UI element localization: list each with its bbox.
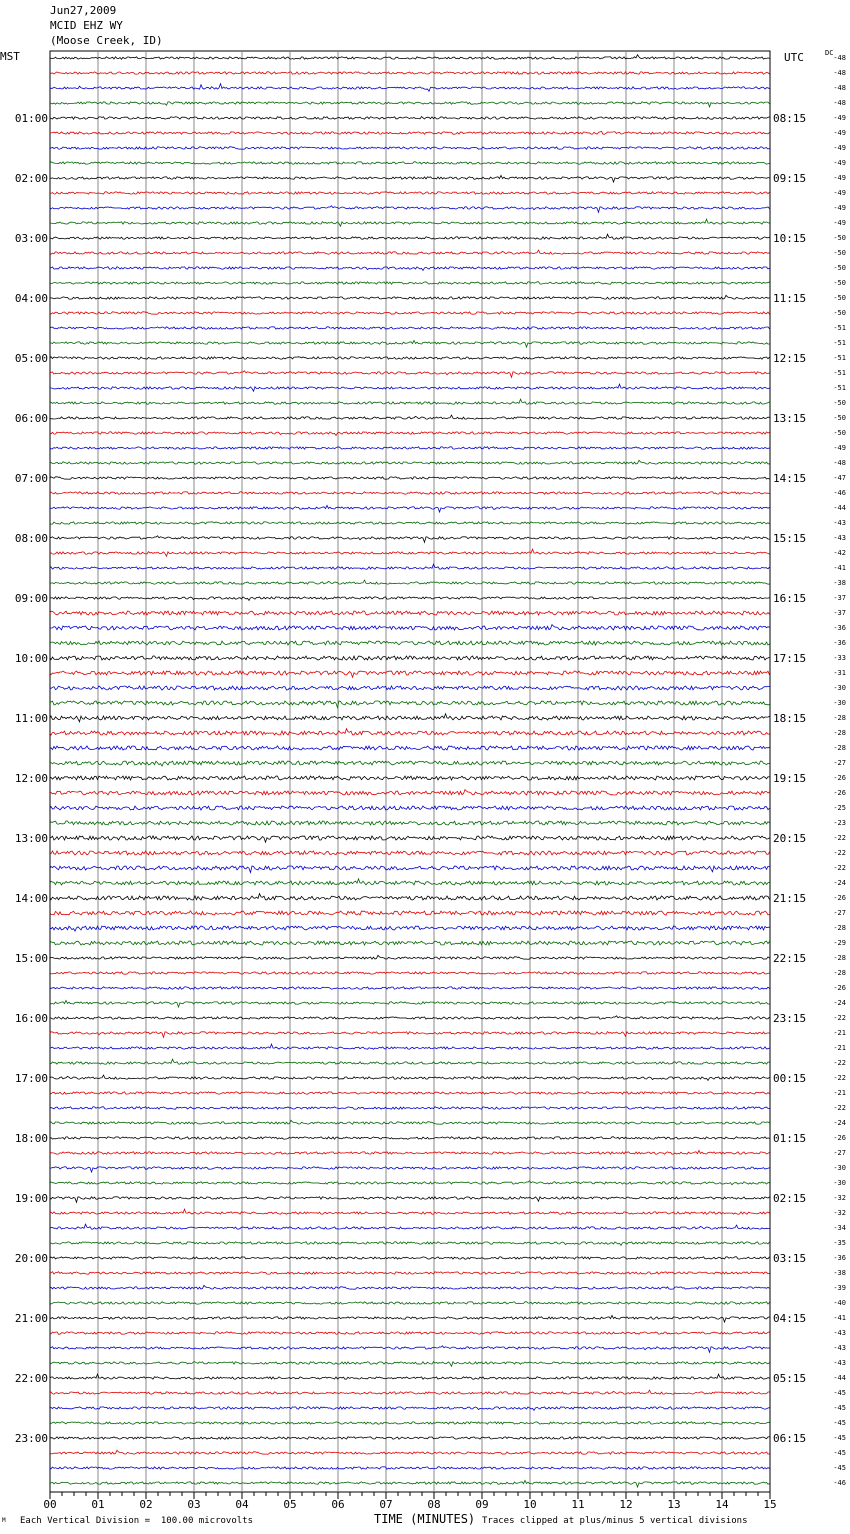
seismic-trace — [50, 477, 770, 479]
seismic-trace — [50, 1181, 770, 1185]
seismic-trace — [50, 911, 770, 915]
seismic-trace — [50, 790, 770, 795]
dc-offset-label: -43 — [833, 519, 846, 527]
dc-offset-label: -38 — [833, 579, 846, 587]
left-hour-label: 06:00 — [14, 412, 48, 425]
dc-offset-label: -45 — [833, 1404, 846, 1412]
dc-offset-label: -25 — [833, 804, 846, 812]
right-hour-label: 21:15 — [773, 892, 807, 905]
right-hour-label: 15:15 — [773, 532, 807, 545]
left-hour-label: 23:00 — [14, 1432, 48, 1445]
dc-offset-label: -50 — [833, 264, 846, 272]
dc-offset-label: -24 — [833, 1119, 846, 1127]
seismic-trace — [50, 972, 770, 974]
dc-offset-label: -45 — [833, 1464, 846, 1472]
seismic-trace — [50, 117, 770, 120]
seismic-trace — [50, 522, 770, 524]
seismic-trace — [50, 761, 770, 766]
dc-offset-label: -32 — [833, 1194, 846, 1202]
left-hour-label: 09:00 — [14, 592, 48, 605]
dc-offset-label: -49 — [833, 444, 846, 452]
seismic-trace — [50, 415, 770, 419]
dc-offset-label: -30 — [833, 699, 846, 707]
station-location: (Moose Creek, ID) — [50, 34, 163, 47]
seismic-trace — [50, 162, 770, 164]
left-hour-label: 05:00 — [14, 352, 48, 365]
dc-offset-label: -23 — [833, 819, 846, 827]
dc-offset-label: -22 — [833, 1014, 846, 1022]
dc-offset-label: -26 — [833, 1134, 846, 1142]
x-axis-title: TIME (MINUTES) — [374, 1512, 476, 1526]
dc-offset-label: -50 — [833, 249, 846, 257]
dc-offset-label: -31 — [833, 669, 846, 677]
right-hour-label: 16:15 — [773, 592, 807, 605]
dc-offset-label: -50 — [833, 309, 846, 317]
dc-offset-label: -30 — [833, 684, 846, 692]
x-tick-label: 02 — [139, 1498, 153, 1511]
seismic-trace — [50, 1167, 770, 1172]
dc-offset-label: -45 — [833, 1389, 846, 1397]
dc-offset-label: -46 — [833, 489, 846, 497]
dc-offset-label: -45 — [833, 1419, 846, 1427]
seismic-trace — [50, 686, 770, 690]
left-hour-label: 12:00 — [14, 772, 48, 785]
seismic-trace — [50, 625, 770, 630]
seismic-trace — [50, 1422, 770, 1425]
seismic-trace — [50, 1092, 770, 1094]
dc-offset-label: -36 — [833, 1254, 846, 1262]
seismic-trace — [50, 656, 770, 660]
dc-offset-label: -27 — [833, 909, 846, 917]
left-hour-label: 22:00 — [14, 1372, 48, 1385]
seismic-trace — [50, 147, 770, 149]
dc-offset-label: -26 — [833, 789, 846, 797]
seismic-trace — [50, 1224, 770, 1229]
seismic-trace — [50, 836, 770, 842]
x-tick-label: 15 — [763, 1498, 777, 1511]
right-hour-label: 22:15 — [773, 952, 807, 965]
seismic-trace — [50, 1332, 770, 1334]
dc-offset-label: -51 — [833, 354, 846, 362]
seismic-trace — [50, 219, 770, 226]
dc-offset-label: -37 — [833, 609, 846, 617]
right-hour-label: 17:15 — [773, 652, 807, 665]
seismic-trace — [50, 102, 770, 107]
right-hour-label: 13:15 — [773, 412, 807, 425]
right-hour-label: 14:15 — [773, 472, 807, 485]
seismic-trace — [50, 1390, 770, 1394]
right-hour-labels — [773, 112, 806, 1445]
left-hour-label: 14:00 — [14, 892, 48, 905]
seismic-trace — [50, 447, 770, 450]
station-code: MCID EHZ WY — [50, 19, 123, 32]
dc-offset-label: -26 — [833, 894, 846, 902]
seismic-trace — [50, 1120, 770, 1124]
plot-date: Jun27,2009 — [50, 4, 117, 17]
seismic-trace — [50, 1000, 770, 1007]
dc-offset-label: -41 — [833, 564, 846, 572]
x-tick-label: 04 — [235, 1498, 249, 1511]
right-hour-label: 01:15 — [773, 1132, 807, 1145]
seismic-trace — [50, 879, 770, 885]
dc-offset-label: -51 — [833, 339, 846, 347]
x-tick-label: 14 — [715, 1498, 729, 1511]
seismic-trace — [50, 1016, 770, 1019]
left-hour-label: 15:00 — [14, 952, 48, 965]
vertical-scale-note: Each Vertical Division = 100.00 microvolts — [20, 1516, 253, 1526]
right-hour-label: 04:15 — [773, 1312, 807, 1325]
seismic-trace — [50, 806, 770, 810]
dc-offset-label: -50 — [833, 279, 846, 287]
right-hour-label: 19:15 — [773, 772, 807, 785]
dc-offset-label: -21 — [833, 1089, 846, 1097]
seismic-trace — [50, 312, 770, 314]
dc-offset-label: -24 — [833, 879, 846, 887]
seismic-trace — [50, 776, 770, 780]
left-hour-label: 13:00 — [14, 832, 48, 845]
dc-offset-label: -46 — [833, 1479, 846, 1487]
seismic-trace — [50, 282, 770, 285]
dc-offset-label: -43 — [833, 1359, 846, 1367]
x-tick-label: 03 — [187, 1498, 201, 1511]
dc-offset-label: -51 — [833, 324, 846, 332]
seismic-trace — [50, 267, 770, 271]
seismic-trace — [50, 1315, 770, 1322]
dc-offset-label: -49 — [833, 204, 846, 212]
dc-offset-label: -22 — [833, 849, 846, 857]
left-hour-label: 20:00 — [14, 1252, 48, 1265]
seismic-trace — [50, 926, 770, 931]
seismic-trace — [50, 357, 770, 359]
seismic-trace — [50, 175, 770, 182]
seismic-trace — [50, 192, 770, 194]
seismic-trace — [50, 641, 770, 645]
left-hour-label: 03:00 — [14, 232, 48, 245]
right-hour-label: 02:15 — [773, 1192, 807, 1205]
seismic-trace — [50, 955, 770, 959]
left-timezone-label: MST — [0, 50, 20, 63]
dc-offset-label: -22 — [833, 1059, 846, 1067]
dc-offset-label: -28 — [833, 744, 846, 752]
dc-offset-label: -50 — [833, 414, 846, 422]
x-axis — [43, 1492, 776, 1511]
seismic-trace — [50, 1467, 770, 1469]
seismic-trace — [50, 492, 770, 494]
dc-offset-label: -51 — [833, 369, 846, 377]
dc-offset-label: -22 — [833, 1104, 846, 1112]
dc-offset-label: -24 — [833, 999, 846, 1007]
seismic-trace — [50, 714, 770, 722]
seismic-trace — [50, 1374, 770, 1379]
seismic-trace — [50, 1032, 770, 1038]
dc-offset-label: -33 — [833, 654, 846, 662]
dc-offset-label: -21 — [833, 1029, 846, 1037]
x-tick-label: 08 — [427, 1498, 441, 1511]
x-tick-label: 13 — [667, 1498, 681, 1511]
dc-offset-label: -48 — [833, 54, 846, 62]
dc-offset-label: -42 — [833, 549, 846, 557]
dc-offset-label: -51 — [833, 384, 846, 392]
seismic-trace — [50, 1450, 770, 1454]
dc-offset-label: -22 — [833, 1074, 846, 1082]
dc-offset-label: -45 — [833, 1449, 846, 1457]
seismic-trace — [50, 234, 770, 239]
seismic-trace — [50, 206, 770, 213]
seismic-trace — [50, 399, 770, 404]
seismic-trace — [50, 894, 770, 900]
dc-offset-label: -28 — [833, 714, 846, 722]
right-hour-label: 00:15 — [773, 1072, 807, 1085]
seismic-trace — [50, 1137, 770, 1139]
seismic-trace — [50, 549, 770, 556]
left-hour-label: 18:00 — [14, 1132, 48, 1145]
dc-offset-label: -43 — [833, 1329, 846, 1337]
seismic-trace — [50, 295, 770, 299]
seismic-trace — [50, 580, 770, 584]
right-hour-label: 23:15 — [773, 1012, 807, 1025]
seismic-trace — [50, 460, 770, 464]
dc-offset-label: -37 — [833, 594, 846, 602]
dc-offset-label: -50 — [833, 429, 846, 437]
left-hour-label: 07:00 — [14, 472, 48, 485]
dc-offset-label: -49 — [833, 129, 846, 137]
right-hour-label: 03:15 — [773, 1252, 807, 1265]
dc-offset-label: -21 — [833, 1044, 846, 1052]
dc-offset-label: -26 — [833, 984, 846, 992]
seismic-trace — [50, 1285, 770, 1289]
dc-offset-label: -35 — [833, 1239, 846, 1247]
seismic-trace — [50, 1242, 770, 1246]
seismic-trace — [50, 371, 770, 378]
right-hour-label: 20:15 — [773, 832, 807, 845]
dc-offset-label: -43 — [833, 534, 846, 542]
dc-offset-label: -30 — [833, 1179, 846, 1187]
dc-offset-label: -50 — [833, 234, 846, 242]
x-tick-label: 10 — [523, 1498, 537, 1511]
dc-offset-label: -39 — [833, 1284, 846, 1292]
dc-offset-label: -48 — [833, 99, 846, 107]
seismic-trace — [50, 671, 770, 677]
seismic-trace — [50, 1197, 770, 1203]
dc-offset-label: -22 — [833, 834, 846, 842]
seismic-trace — [50, 250, 770, 254]
clip-note: Traces clipped at plus/minus 5 vertical divisions — [482, 1516, 748, 1526]
x-tick-label: 11 — [571, 1498, 585, 1511]
seismic-trace — [50, 1346, 770, 1353]
dc-offset-label: -28 — [833, 729, 846, 737]
dc-offset-label: -43 — [833, 1344, 846, 1352]
seismic-trace — [50, 941, 770, 945]
seismic-trace — [50, 55, 770, 60]
right-hour-label: 10:15 — [773, 232, 807, 245]
right-hour-label: 09:15 — [773, 172, 807, 185]
left-hour-label: 08:00 — [14, 532, 48, 545]
seismic-trace — [50, 327, 770, 329]
dc-offset-label: -30 — [833, 1164, 846, 1172]
x-tick-label: 12 — [619, 1498, 633, 1511]
seismic-trace — [50, 1407, 770, 1411]
corner-mark: M — [2, 1517, 6, 1524]
right-hour-label: 06:15 — [773, 1432, 807, 1445]
seismic-trace — [50, 536, 770, 543]
seismic-trace — [50, 1257, 770, 1259]
left-hour-label: 16:00 — [14, 1012, 48, 1025]
seismic-trace — [50, 505, 770, 512]
x-tick-label: 06 — [331, 1498, 345, 1511]
seismic-trace — [50, 1044, 770, 1049]
dc-offset-label: -41 — [833, 1314, 846, 1322]
seismic-trace — [50, 1059, 770, 1064]
left-hour-labels — [15, 112, 48, 1445]
right-hour-label: 12:15 — [773, 352, 807, 365]
x-tick-label: 09 — [475, 1498, 489, 1511]
seismic-trace — [50, 729, 770, 735]
dc-offset-label: -48 — [833, 84, 846, 92]
dc-offset-label: -34 — [833, 1224, 846, 1232]
seismic-trace — [50, 384, 770, 391]
left-hour-label: 19:00 — [14, 1192, 48, 1205]
dc-offset-label: -29 — [833, 939, 846, 947]
seismic-trace — [50, 611, 770, 615]
dc-offset-label: -48 — [833, 69, 846, 77]
seismic-trace — [50, 1362, 770, 1367]
dc-offset-label: -28 — [833, 969, 846, 977]
left-hour-label: 21:00 — [14, 1312, 48, 1325]
seismic-trace — [50, 1302, 770, 1304]
dc-offset-label: -49 — [833, 174, 846, 182]
dc-offset-label: -48 — [833, 459, 846, 467]
seismic-trace — [50, 821, 770, 825]
dc-offset-label: -32 — [833, 1209, 846, 1217]
dc-offset-label: -40 — [833, 1299, 846, 1307]
dc-offset-label: -36 — [833, 624, 846, 632]
dc-offset-label: -49 — [833, 114, 846, 122]
left-hour-label: 04:00 — [14, 292, 48, 305]
dc-offset-label: -49 — [833, 159, 846, 167]
dc-offset-label: -28 — [833, 924, 846, 932]
seismic-trace — [50, 1150, 770, 1154]
seismic-trace — [50, 701, 770, 708]
dc-offset-label: -45 — [833, 1434, 846, 1442]
dc-offset-labels — [833, 54, 846, 1487]
dc-offset-label: -49 — [833, 144, 846, 152]
dc-offset-label: -49 — [833, 189, 846, 197]
dc-offset-label: -50 — [833, 399, 846, 407]
seismic-traces — [50, 55, 770, 1487]
dc-offset-label: -50 — [833, 294, 846, 302]
right-hour-label: 05:15 — [773, 1372, 807, 1385]
dc-offset-label: -44 — [833, 504, 846, 512]
x-tick-label: 05 — [283, 1498, 297, 1511]
seismic-trace — [50, 866, 770, 873]
seismic-trace — [50, 1272, 770, 1275]
dc-offset-label: -27 — [833, 759, 846, 767]
seismic-trace — [50, 340, 770, 347]
dc-offset-label: -27 — [833, 1149, 846, 1157]
seismic-trace — [50, 851, 770, 855]
left-hour-label: 10:00 — [14, 652, 48, 665]
dc-offset-label: -22 — [833, 864, 846, 872]
dc-offset-label: -44 — [833, 1374, 846, 1382]
left-hour-label: 02:00 — [14, 172, 48, 185]
seismic-trace — [50, 1209, 770, 1214]
dc-offset-label: -38 — [833, 1269, 846, 1277]
left-hour-label: 11:00 — [14, 712, 48, 725]
seismic-trace — [50, 131, 770, 134]
seismic-trace — [50, 84, 770, 92]
right-hour-label: 08:15 — [773, 112, 807, 125]
seismic-trace — [50, 564, 770, 569]
dc-offset-label: -49 — [833, 219, 846, 227]
seismic-trace — [50, 1107, 770, 1110]
left-hour-label: 01:00 — [14, 112, 48, 125]
seismic-trace — [50, 1075, 770, 1080]
dc-offset-header: DC — [825, 49, 834, 57]
left-hour-label: 17:00 — [14, 1072, 48, 1085]
seismic-trace — [50, 72, 770, 74]
right-hour-label: 11:15 — [773, 292, 807, 305]
seismic-trace — [50, 597, 770, 601]
seismic-trace — [50, 746, 770, 750]
dc-offset-label: -36 — [833, 639, 846, 647]
dc-offset-label: -28 — [833, 954, 846, 962]
seismic-trace — [50, 432, 770, 436]
right-hour-label: 18:15 — [773, 712, 807, 725]
seismic-trace — [50, 987, 770, 989]
seismic-trace — [50, 1437, 770, 1439]
x-tick-label: 01 — [91, 1498, 105, 1511]
dc-offset-label: -26 — [833, 774, 846, 782]
x-tick-label: 07 — [379, 1498, 393, 1511]
right-timezone-label: UTC — [784, 51, 804, 64]
dc-offset-label: -47 — [833, 474, 846, 482]
seismic-trace — [50, 1480, 770, 1487]
x-tick-label: 00 — [43, 1498, 57, 1511]
